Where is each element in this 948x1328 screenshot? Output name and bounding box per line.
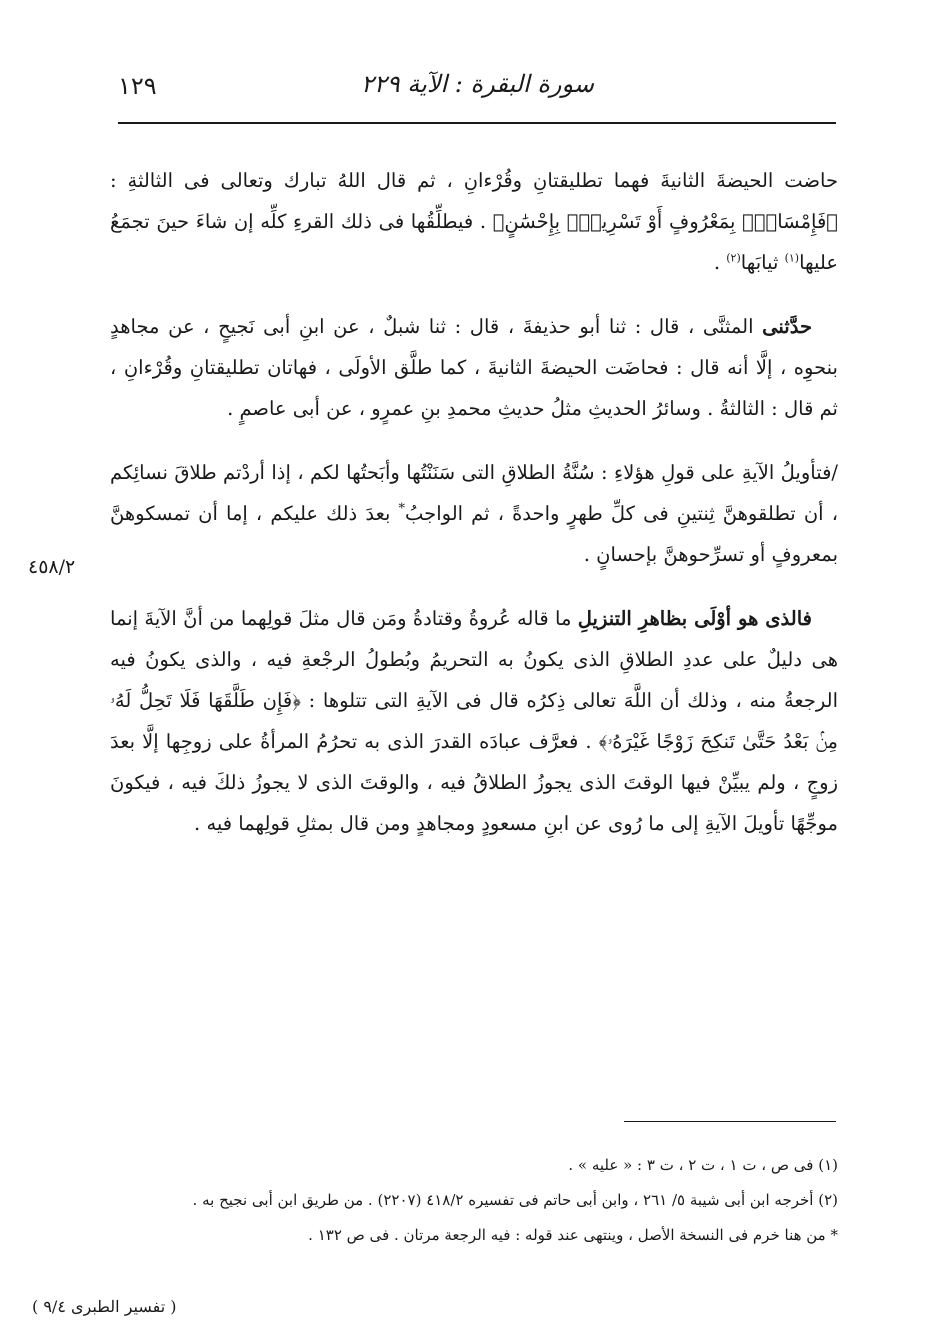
footnote-rule: [624, 1121, 836, 1122]
running-title: سورة البقرة : الآية ٢٢٩: [360, 70, 594, 98]
paragraph-3-end: بعدَ ذلك عليكم ، إما أن تمسكوهنَّ بمعروفٍ أو تسرِّحوهنَّ بإحسانٍ .: [110, 502, 838, 566]
footnote-1: (١) فى ص ، ت ١ ، ت ٢ ، ت ٣ : « عليه » .: [568, 1156, 838, 1174]
footnote-marker-2: (٢): [726, 251, 741, 265]
footnote-3: * من هنا خرم فى النسخة الأصل ، وينتهى عند قوله : فيه الرجعة مرتان . فى ص ١٣٢ .: [308, 1226, 838, 1244]
footnote-marker-1: (١): [784, 251, 800, 265]
footnote-2: (٢) أخرجه ابن أبى شيبة ٥/ ٢٦١ ، وابن أبى حاتم فى تفسيره ٤١٨/٢ (٢٢٠٧) . من طريق ابن أبى نجيح به .: [192, 1191, 838, 1209]
paragraph-1-continuation: . فيطلِّقُها فى ذلك القرءِ كلِّه إن شاءَ حينَ تجمَعُ عليها: [110, 210, 838, 274]
paragraph-1-end: .: [713, 251, 727, 274]
bottom-signature: ( تفسير الطبرى ٩/٤ ): [32, 1297, 177, 1316]
paragraph-4-text: ما قاله عُروةُ وقتادةُ ومَن قال مثلَ قولِهما من أنَّ الآيةَ إنما هى دليلٌ على عددِ الطلاقِ الذى يكونُ به التحريمُ وبُطولُ الرجْعةِ فيه ، والذى يكونُ فيه الرجعةُ منه ، وذلك أن اللَّهَ تعالى ذِكرُه قال فى الآيةِ التى تتلوها :: [110, 607, 838, 712]
paragraph-1-word: ثيابَها: [740, 251, 785, 274]
paragraph-3-text: /فتأويلُ الآيةِ على قولِ هؤلاءِ : سُنَّةُ الطلاقِ التى سَنَنْتُها وأبَحتُها لكم ، إذا أردْتم طلاقَ نسائِكم ، أن تطلقوهنَّ ثِنتينِ فى كلِّ طهرٍ واحدةً ، ثم الواجبُ: [110, 461, 838, 525]
paragraph-1-text: حاضت الحيضةَ الثانيةَ فهما تطليقتانِ وقُرْءانِ ، ثم قال اللهُ تبارك وتعالى فى الثالثةِ :: [110, 169, 838, 192]
quran-verse-2: ﴿فَإِن طَلَّقَهَا فَلَا تَحِلُّ لَهُۥ مِنۢ بَعْدُ حَتَّىٰ تَنكِحَ زَوْجًا غَيْرَهُۥ﴾: [110, 689, 838, 753]
paragraph-2-text: المثنَّى ، قال : ثنا أبو حذيفةَ ، قال : ثنا شبلٌ ، عن ابنِ أبى نَجيحٍ ، عن مجاهدٍ بنحوِه ، إلَّا أنه قال : فحاضَت الحيضةَ الثانيةَ ، كما طلَّق الأولَى ، فهاتان تطليقتانِ وقُرْءانِ ، ثم قال : الثالثةُ . وسائرُ الحديثِ مثلُ حديثِ محمدِ بنِ عمرٍو ، عن أبى عاصمٍ .: [110, 315, 838, 420]
manuscript-gap-marker: *: [398, 501, 406, 517]
page-number: ١٢٩: [118, 72, 157, 100]
paragraph-4-lead: فالذى هو أوْلَى بظاهرِ التنزيلِ: [577, 607, 812, 630]
paragraph-4: [110, 598, 838, 844]
paragraph-4-end: . فعرَّف عبادَه القدرَ الذى به تحرُمُ المرأةُ على زوجِها إلَّا بعدَ زوجٍ ، ولم يبيِّنْ فيها الوقتَ الذى يجوزُ الطلاقُ فيه ، والوقتَ الذى لا يجوزُ ذلكَ فيه ، فيكونَ موجِّهًا تأويلَ الآيةِ إلى ما رُوى عن ابنِ مسعودٍ ومجاهدٍ ومن قال بمثلِ قولِهما فيه .: [110, 730, 838, 835]
paragraph-2-lead: حدَّثنى: [762, 315, 812, 338]
header-rule: [118, 122, 836, 124]
quran-verse-1: ﴿فَإِمْسَاكُۢ بِمَعْرُوفٍ أَوْ تَسْرِيحُۢ بِإِحْسَٰنٍ﴾: [492, 210, 838, 233]
paragraph-3: [110, 452, 838, 575]
main-text: [110, 160, 838, 867]
footnotes: [110, 1150, 838, 1255]
paragraph-1: [110, 160, 838, 283]
paragraph-2: [110, 306, 838, 429]
margin-reference: ٤٥٨/٢: [28, 556, 76, 578]
